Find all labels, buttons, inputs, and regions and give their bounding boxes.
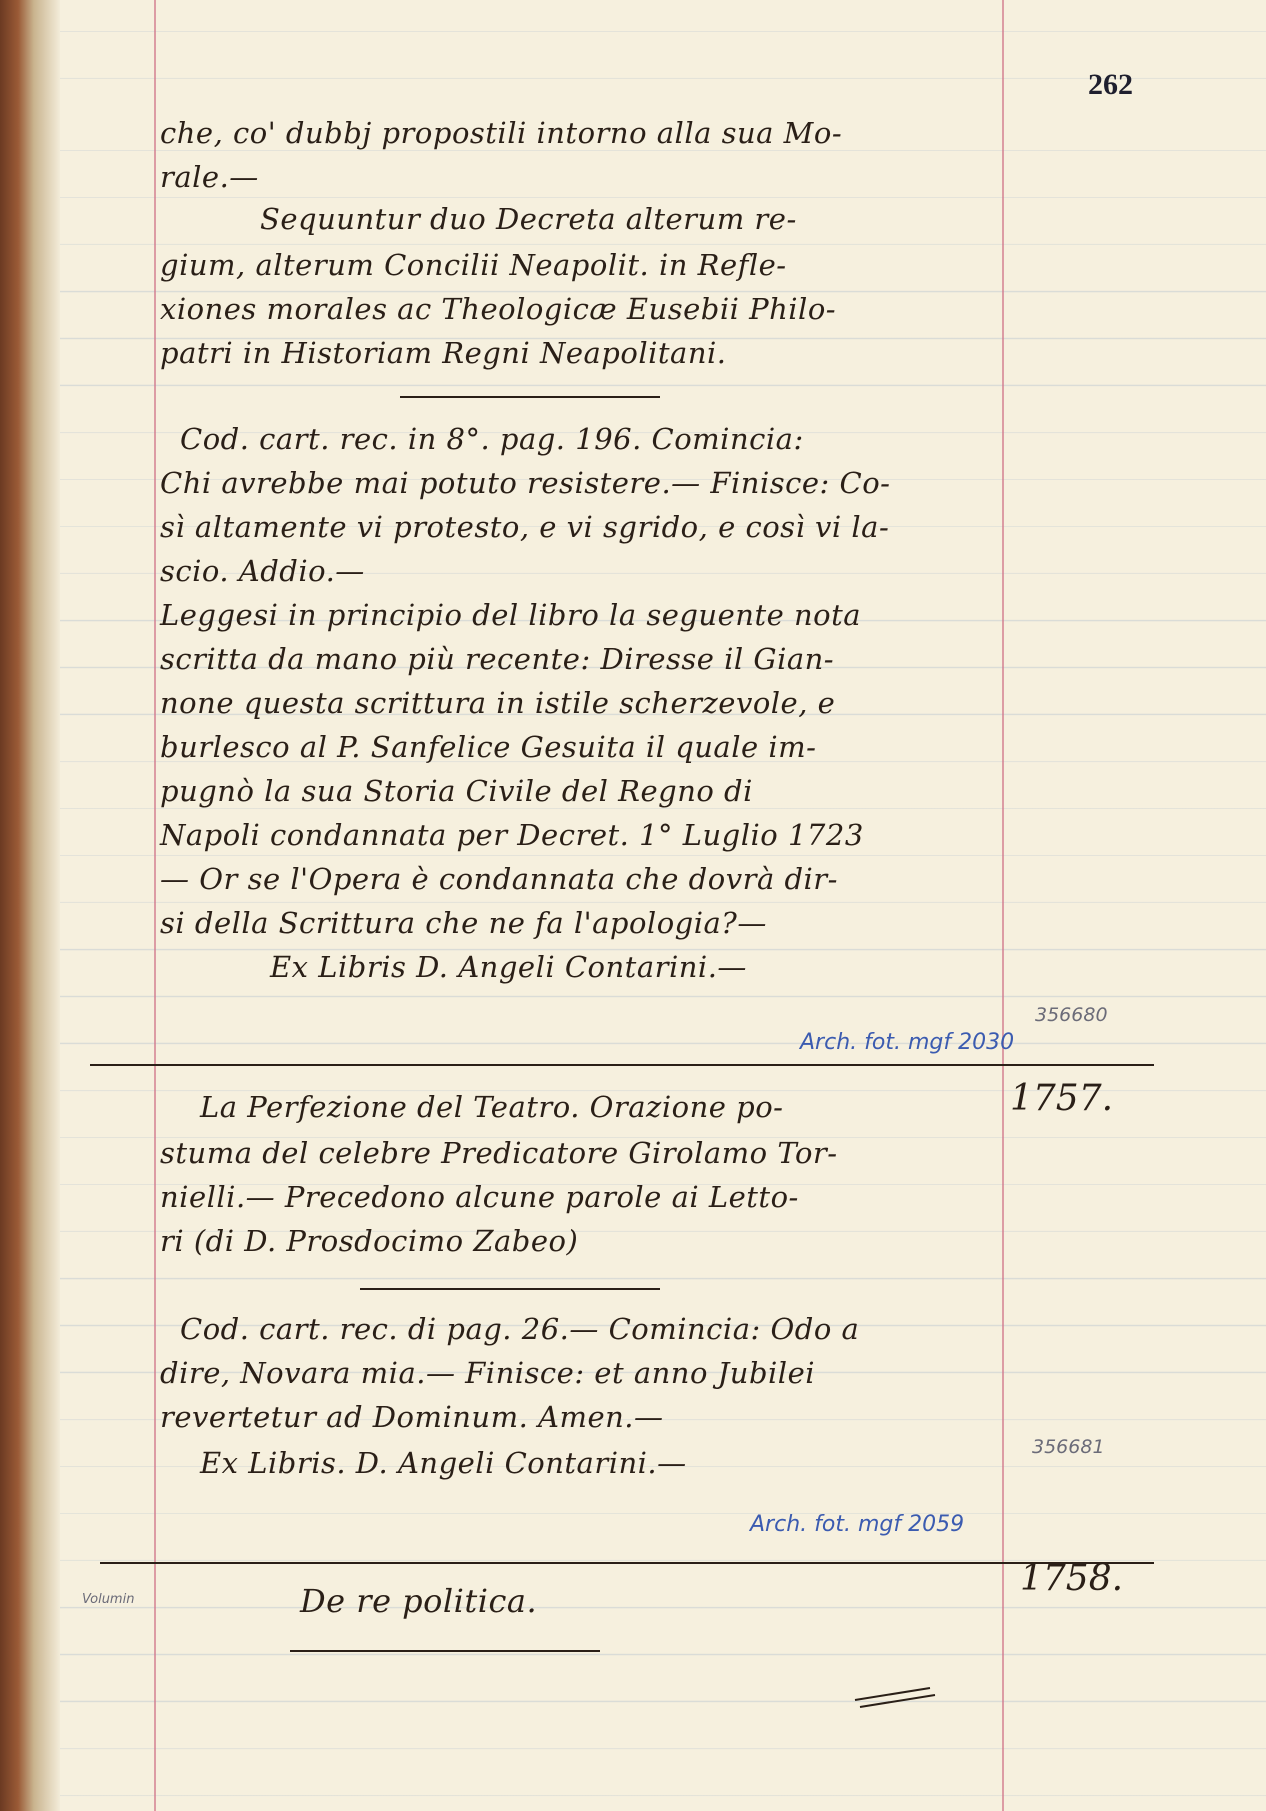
entry1-line-5: xiones morales ac Theologicæ Eusebii Philo- xyxy=(160,292,837,326)
entry1-line-3: Sequuntur duo Decreta alterum re- xyxy=(260,202,797,236)
page-number: 262 xyxy=(1088,68,1133,101)
entry-separator-2 xyxy=(100,1562,1154,1564)
entry1-line-4: gium, alterum Concilii Neapolit. in Refle- xyxy=(160,248,787,282)
archive-note-2: Arch. fot. mgf 2059 xyxy=(750,1512,965,1537)
margin-pencil-note: Volumin xyxy=(82,1592,135,1607)
entry2-line-2: stuma del celebre Predicatore Girolamo Tor- xyxy=(160,1136,838,1170)
entry1-desc-line-12: si della Scrittura che ne fa l'apologia?— xyxy=(160,906,767,940)
entry1-line-2: rale.— xyxy=(160,160,259,194)
entry1-desc-line-9: pugnò la sua Storia Civile del Regno di xyxy=(160,774,753,808)
margin-rule-left xyxy=(154,0,156,1811)
entry2-year: 1757. xyxy=(1010,1078,1114,1119)
margin-rule-right xyxy=(1002,0,1004,1811)
entry3-year: 1758. xyxy=(1020,1558,1124,1599)
entry1-desc-line-4: scio. Addio.— xyxy=(160,554,365,588)
entry2-desc-line-1: Cod. cart. rec. di pag. 26.— Comincia: Odo a xyxy=(180,1312,860,1346)
entry2-line-3: nielli.— Precedono alcune parole ai Letto- xyxy=(160,1180,799,1214)
inventory-number-1: 356680 xyxy=(1035,1004,1108,1026)
entry2-desc-line-3: revertetur ad Dominum. Amen.— xyxy=(160,1400,664,1434)
entry3-title: De re politica. xyxy=(300,1582,538,1620)
entry1-line-1: che, co' dubbj propostili intorno alla sua Mo- xyxy=(160,116,843,150)
entry1-desc-line-8: burlesco al P. Sanfelice Gesuita il quale im- xyxy=(160,730,817,764)
section-divider xyxy=(290,1650,600,1652)
inventory-number-2: 356681 xyxy=(1032,1436,1105,1458)
ex-libris-2: Ex Libris. D. Angeli Contarini.— xyxy=(200,1446,687,1480)
entry1-desc-line-3: sì altamente vi protesto, e vi sgrido, e così vi la- xyxy=(160,510,890,544)
entry1-desc-line-2: Chi avrebbe mai potuto resistere.— Finisce: Co- xyxy=(160,466,891,500)
section-divider xyxy=(360,1288,660,1290)
entry2-desc-line-2: dire, Novara mia.— Finisce: et anno Jubilei xyxy=(160,1356,816,1390)
entry1-desc-line-1: Cod. cart. rec. in 8°. pag. 196. Comincia: xyxy=(180,422,804,456)
manuscript-page xyxy=(60,0,1266,1811)
entry-separator-1 xyxy=(90,1064,1154,1066)
entry1-desc-line-11: — Or se l'Opera è condannata che dovrà dir- xyxy=(160,862,838,896)
ex-libris-1: Ex Libris D. Angeli Contarini.— xyxy=(270,950,747,984)
entry2-line-4: ri (di D. Prosdocimo Zabeo) xyxy=(160,1224,579,1258)
entry1-desc-line-6: scritta da mano più recente: Diresse il Gian- xyxy=(160,642,835,676)
equals-mark xyxy=(850,1680,940,1710)
entry2-line-1: La Perfezione del Teatro. Orazione po- xyxy=(200,1090,784,1124)
entry1-desc-line-5: Leggesi in principio del libro la seguente nota xyxy=(160,598,862,632)
entry1-desc-line-10: Napoli condannata per Decret. 1° Luglio 1723 xyxy=(160,818,864,852)
archive-note-1: Arch. fot. mgf 2030 xyxy=(800,1030,1015,1055)
entry1-desc-line-7: none questa scrittura in istile scherzevole, e xyxy=(160,686,836,720)
section-divider xyxy=(400,396,660,398)
entry1-line-6: patri in Historiam Regni Neapolitani. xyxy=(160,336,727,370)
